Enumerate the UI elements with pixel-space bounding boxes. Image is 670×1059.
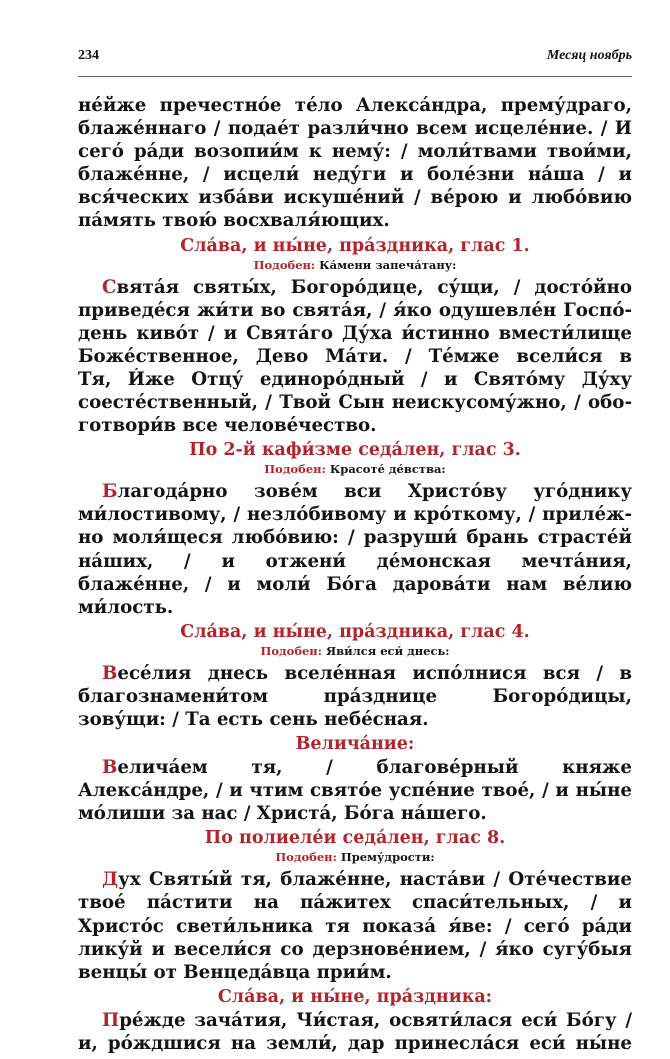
text-line [78,503,632,526]
initial-letter: Б [102,481,118,503]
hymn-text [78,276,632,438]
line-text: венцы́ от Венцеда́вца прии́м. [78,961,392,983]
line-text: Алекса́ндре, / и чтим свято́е успе́ние твое́, / и ны́не [78,780,632,802]
text-line [78,186,632,209]
line-text: лагода́рно зове́м вси Христо́ву уго́днику [117,481,632,503]
line-text: мо́лиши за нас / Христа́, Бо́га на́шего. [78,803,487,825]
section-heading: По полиеле́и седа́лен, глас 8. [204,828,506,849]
podoben-label: Подобен: [260,643,322,658]
line-text: ре́жде зача́тия, Чи́стая, освяти́лася еси́ Бо́гу / [119,1009,632,1031]
text-line [78,596,632,619]
line-text: блаже́ннаго / подае́т разли́чно всем исцеле́ние. / И [78,118,632,140]
line-text: приведе́ся жи́ти во свята́я, / я́ко одушевле́н Госпо́- [78,299,632,321]
line-text: есе́лия днесь вселе́нная испо́лнися вся / в [117,662,632,684]
text-line [78,276,632,299]
text-line [78,685,632,708]
podoben-label: Подобен: [264,462,326,477]
line-text: сего́ ра́ди возопии́м к нему́: / моли́твами твои́ми, [78,141,632,163]
line-text: твое́ па́стити на па́житех спаси́тельных, / и [78,892,632,914]
line-text: но моля́щеся любо́вию: / разруши́ брань страсте́й [78,527,632,549]
line-text: лику́й и весели́ся со дерзнове́нием, / я́ко сугу́быя [78,938,632,960]
section-heading: По 2-й кафи́зме седа́лен, глас 3. [189,440,521,461]
line-text: Тя, И́же Отцу́ единоро́дный / и Свято́му Ду́ху [78,368,632,390]
hymn-text [78,1009,632,1055]
podoben-label: Подобен: [253,257,316,272]
text-line [78,756,632,779]
text-line [78,414,632,437]
page-body [78,94,632,1055]
line-text: на́ших, / и отжени́ де́монская мечта́ния, [78,550,632,572]
podoben-label: Подобен: [275,850,337,865]
section-heading: Сла́ва, и ны́не, пра́здника: [217,986,493,1007]
line-text: блаже́нне, / исцели́ неду́ги и боле́зни на́ша / и [78,164,632,186]
text-line [78,1032,632,1055]
initial-letter: В [102,757,118,779]
podoben-line [78,644,632,659]
initial-letter: В [102,662,118,684]
podoben-text: Прему́дрости: [336,850,435,865]
hymn-text [78,756,632,825]
podoben-line [78,850,632,865]
text-line [78,662,632,685]
text-line [78,868,632,891]
running-head [78,48,632,64]
page-number: 234 [78,48,99,63]
text-line [78,938,632,961]
line-text: Христо́с свети́льника тя показа́ я́ве: / сего́ ра́ди [78,915,632,937]
line-text: ми́лостивому, / незло́бивому и кро́ткому, / приле́ж- [78,504,632,526]
text-line [78,345,632,368]
podoben-line [78,462,632,477]
line-text: вся́ческих изба́ви искуше́ний / ве́рою и любо́вию [78,187,632,209]
text-line [78,209,632,232]
text-line [78,480,632,503]
text-line [78,802,632,825]
initial-letter: Д [102,869,119,891]
line-text: зову́щи: / Та есть сень небе́сная. [78,708,429,730]
line-text: елича́ем тя, / благове́рный княже [117,757,632,779]
podoben-text: Ка́мени запеча́тану: [315,257,457,272]
podoben-text: Красоте́ де́вства: [325,462,446,477]
section-heading: Сла́ва, и ны́не, пра́здника, глас 1. [180,235,530,256]
text-line [78,573,632,596]
initial-letter: С [102,276,117,298]
text-line [78,299,632,322]
line-text: блаже́нне, / и моли́ Бо́га дарова́ти нам ве́лию [78,573,632,595]
text-line [78,961,632,984]
initial-letter: П [102,1009,120,1031]
hymn-text [78,868,632,983]
hymn-text [78,480,632,619]
line-text: соесте́ственный, / Твой Сын неискусому́жно, / обо- [78,392,632,414]
text-line [78,526,632,549]
hymn-text [78,662,632,731]
text-line [78,94,632,117]
text-line [78,368,632,391]
text-line [78,140,632,163]
line-text: и, ро́ждшися на земли́, дар принесла́ся еси́ ны́не [78,1032,632,1054]
line-text: благознамени́том пра́зднице Богоро́дицы, [78,685,632,707]
line-text: день киво́т / и Свята́го Ду́ха и́стинно вмести́лище [78,322,632,344]
line-text: па́мять твою́ восхваля́ющих. [78,210,390,232]
podoben-line [78,258,632,273]
text-line [78,779,632,802]
text-line [78,915,632,938]
section-heading: Велича́ние: [295,734,415,755]
line-text: Боже́ственное, Дево Ма́ти. / Те́мже всели́ся в [78,345,632,367]
podoben-text: Яви́лся еси́ днесь: [321,643,450,658]
hymn-text [78,94,632,233]
line-text: вята́я святы́х, Богоро́дице, су́щи, / досто́йно [116,276,632,298]
line-text: не́йже пречестно́е те́ло Алекса́ндра, прему́драго, [78,95,632,116]
section-heading: Сла́ва, и ны́не, пра́здника, глас 4. [180,621,530,642]
text-line [78,322,632,345]
line-text: ми́лость. [78,596,174,618]
text-line [78,117,632,140]
line-text: ух Святы́й тя, блаже́нне, наста́ви / Оте́чествие [118,869,632,891]
text-line [78,163,632,186]
text-line [78,550,632,573]
text-line [78,1009,632,1032]
header-rule [78,76,632,77]
text-line [78,391,632,414]
running-title: Месяц ноябрь [546,48,632,63]
text-line [78,891,632,914]
line-text: готвори́в все челове́чество. [78,415,377,437]
text-line [78,708,632,731]
